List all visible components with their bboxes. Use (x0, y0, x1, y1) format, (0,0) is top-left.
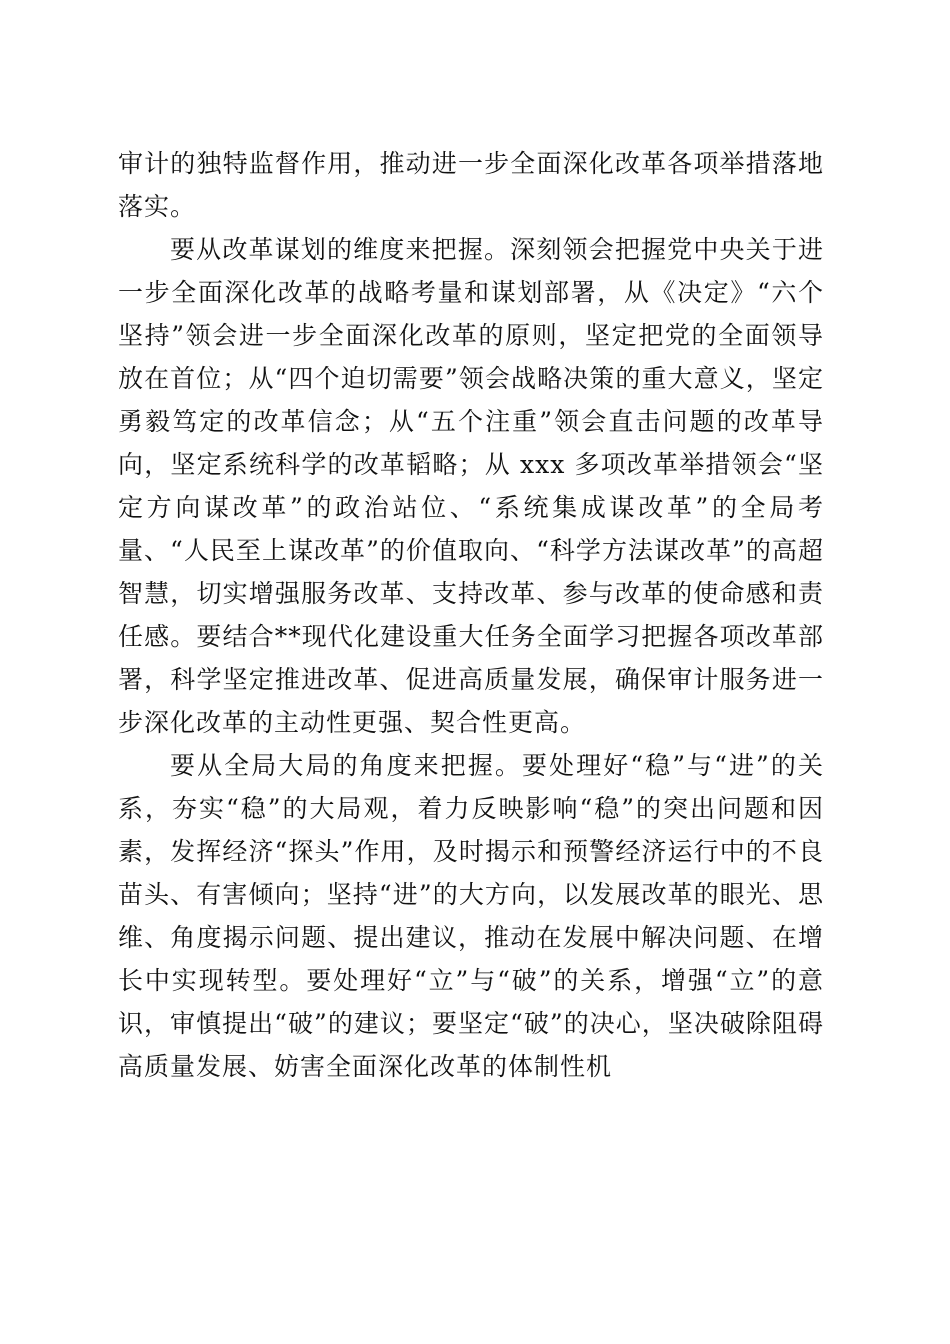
paragraph-continuation: 审计的独特监督作用，推动进一步全面深化改革各项举措落地落实。 (118, 149, 824, 221)
paragraph-reform-planning: 要从改革谋划的维度来把握。深刻领会把握党中央关于进一步全面深化改革的战略考量和谋划部署，从《决定》“六个坚持”领会进一步全面深化改革的原则，坚定把党的全面领导放在首位；从“四个迫切需要”领会战略决策的重大意义，坚定勇毅笃定的改革信念；从“五个注重”领会直击问题的改革导向，坚定系统科学的改革韬略；从 xxx 多项改革举措领会“坚定方向谋改革”的政治站位、“系统集成谋改革”的全局考量、“人民至上谋改革”的价值取向、“科学方法谋改革”的高超智慧，切实增强服务改革、支持改革、参与改革的使命感和责任感。要结合**现代化建设重大任务全面学习把握各项改革部署，科学坚定推进改革、促进高质量发展，确保审计服务进一步深化改革的主动性更强、契合性更高。 (118, 235, 824, 737)
paragraph-overall-situation: 要从全局大局的角度来把握。要处理好“稳”与“进”的关系，夯实“稳”的大局观，着力反映影响“稳”的突出问题和因素，发挥经济“探头”作用，及时揭示和预警经济运行中的不良苗头、有害倾向；坚持“进”的大方向，以发展改革的眼光、思维、角度揭示问题、提出建议，推动在发展中解决问题、在增长中实现转型。要处理好“立”与“破”的关系，增强“立”的意识，审慎提出“破”的建议；要坚定“破”的决心，坚决破除阻碍高质量发展、妨害全面深化改革的体制性机 (118, 751, 824, 1081)
document-body (118, 142, 824, 1088)
